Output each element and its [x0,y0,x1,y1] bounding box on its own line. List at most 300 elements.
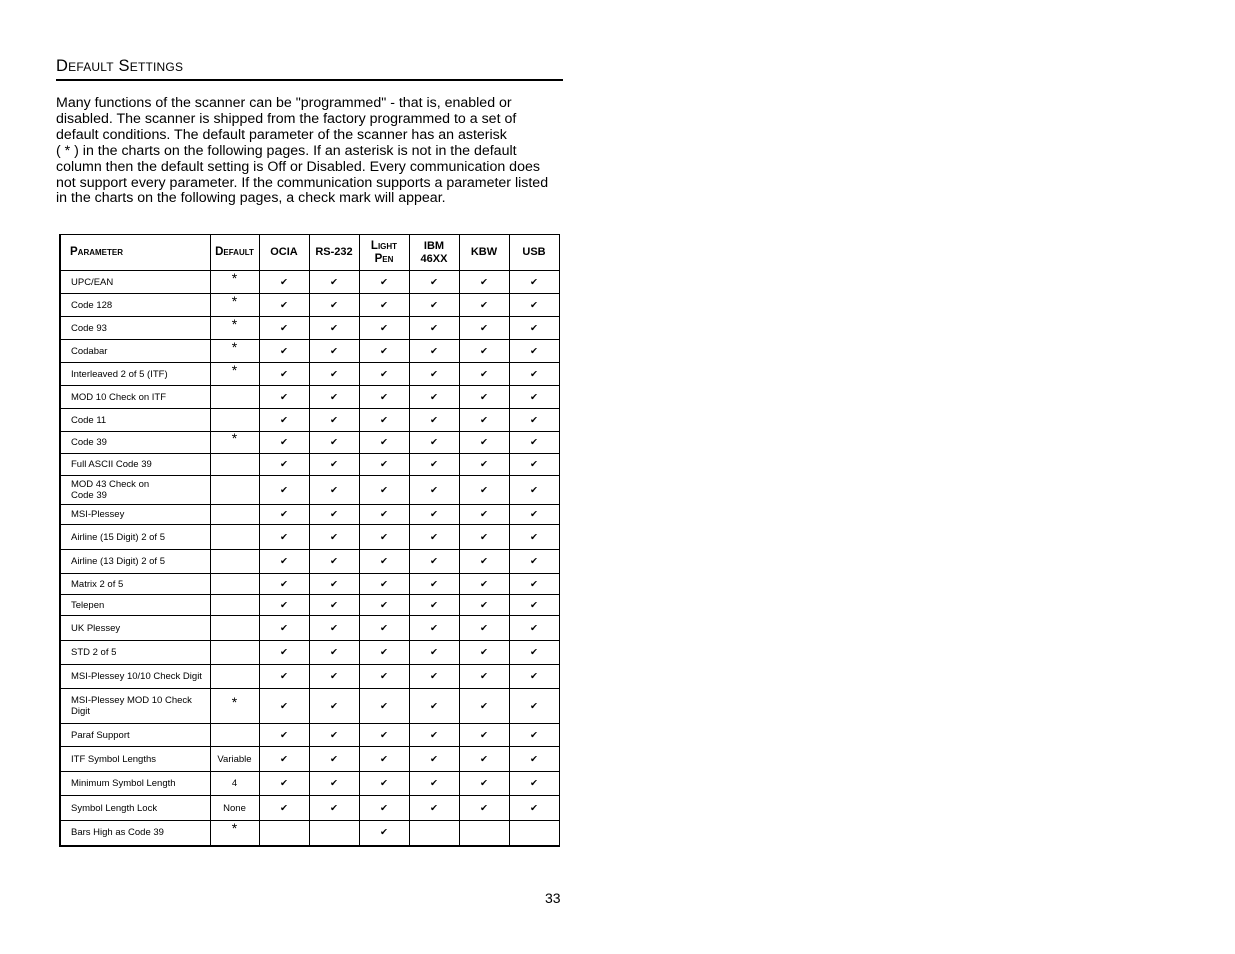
parameter-label: Interleaved 2 of 5 (ITF) [71,368,168,380]
check-mark-icon: ✔ [380,802,388,814]
default-asterisk: * [231,315,238,332]
parameter-label: Code 39 [71,437,107,448]
table-row [60,294,559,317]
support-cell-ibm-46xx [409,772,459,796]
support-cell-kbw [459,595,509,616]
support-cell-rs232 [309,505,359,525]
parameter-label: Airline (13 Digit) 2 of 5 [71,556,165,567]
check-mark-icon: ✔ [330,391,338,403]
check-mark-icon: ✔ [530,531,538,543]
check-mark-icon: ✔ [280,299,288,311]
parameter-label: STD 2 of 5 [71,647,117,658]
support-cell-kbw [459,454,509,476]
support-cell-ocia [259,363,309,386]
support-cell-rs232 [309,772,359,796]
check-mark-icon: ✔ [530,700,538,712]
support-cell-kbw [459,821,509,846]
parameter-cell [60,409,210,432]
support-cell-usb [509,294,559,317]
check-mark-icon: ✔ [530,437,538,448]
check-mark-icon: ✔ [530,556,538,567]
support-cell-ibm-46xx [409,363,459,386]
default-cell [210,317,259,340]
support-cell-usb [509,317,559,340]
check-mark-icon: ✔ [330,556,338,567]
support-cell-kbw [459,616,509,641]
parameter-label: Bars High as Code 39 [71,827,164,839]
default-cell [210,772,259,796]
check-mark-icon: ✔ [280,622,288,634]
support-cell-light-pen [359,772,409,796]
table-row [60,665,559,689]
support-cell-usb [509,772,559,796]
parameter-cell [60,772,210,796]
support-cell-usb [509,641,559,665]
check-mark-icon: ✔ [380,322,388,334]
table-row [60,363,559,386]
check-mark-icon: ✔ [380,700,388,712]
support-cell-rs232 [309,821,359,846]
support-cell-light-pen [359,294,409,317]
check-mark-icon: ✔ [530,509,538,520]
table-row [60,772,559,796]
table-row [60,340,559,363]
check-mark-icon: ✔ [430,647,438,658]
support-cell-light-pen [359,363,409,386]
parameter-label: MOD 43 Check on Code 39 [71,479,150,501]
parameter-label: Code 11 [71,414,107,426]
parameter-cell [60,340,210,363]
support-cell-kbw [459,772,509,796]
default-value: Variable [217,753,252,765]
check-mark-icon: ✔ [430,509,438,520]
check-mark-icon: ✔ [380,276,388,288]
support-cell-rs232 [309,665,359,689]
check-mark-icon: ✔ [530,414,538,426]
support-cell-ocia [259,796,309,821]
check-mark-icon: ✔ [280,531,288,543]
header-ibm-line1: IBM [423,239,445,252]
table-row [60,595,559,616]
support-cell-ibm-46xx [409,574,459,595]
check-mark-icon: ✔ [530,322,538,334]
check-mark-icon: ✔ [530,345,538,357]
table-row [60,409,559,432]
check-mark-icon: ✔ [280,391,288,403]
parameter-cell [60,550,210,574]
support-cell-light-pen [359,641,409,665]
support-cell-ibm-46xx [409,271,459,294]
support-cell-usb [509,595,559,616]
support-cell-rs232 [309,409,359,432]
support-cell-usb [509,476,559,505]
default-cell [210,641,259,665]
check-mark-icon: ✔ [330,671,338,682]
support-cell-ibm-46xx [409,525,459,550]
check-mark-icon: ✔ [430,729,438,741]
check-mark-icon: ✔ [430,437,438,448]
support-cell-ibm-46xx [409,665,459,689]
support-cell-ocia [259,409,309,432]
check-mark-icon: ✔ [330,802,338,814]
table-body [60,271,559,846]
check-mark-icon: ✔ [330,700,338,712]
support-cell-light-pen [359,747,409,772]
check-mark-icon: ✔ [380,647,388,658]
check-mark-icon: ✔ [530,647,538,658]
check-mark-icon: ✔ [530,368,538,380]
parameter-label: MSI-Plessey MOD 10 Check Digit [71,695,192,717]
check-mark-icon: ✔ [530,459,538,470]
parameter-label: Codabar [71,345,108,357]
check-mark-icon: ✔ [480,276,488,288]
check-mark-icon: ✔ [330,622,338,634]
support-cell-rs232 [309,616,359,641]
parameter-label: Symbol Length Lock [71,802,158,814]
support-cell-usb [509,340,559,363]
check-mark-icon: ✔ [530,578,538,590]
support-cell-light-pen [359,796,409,821]
support-cell-ibm-46xx [409,724,459,747]
support-cell-kbw [459,317,509,340]
parameter-label: Code 128 [71,299,113,311]
header-rs232: RS-232 [309,235,359,271]
support-cell-rs232 [309,363,359,386]
check-mark-icon: ✔ [330,729,338,741]
check-mark-icon: ✔ [280,322,288,334]
check-mark-icon: ✔ [330,753,338,765]
support-cell-usb [509,525,559,550]
check-mark-icon: ✔ [380,368,388,380]
parameter-label: Telepen [71,599,105,611]
support-cell-rs232 [309,294,359,317]
support-cell-light-pen [359,821,409,846]
check-mark-icon: ✔ [430,391,438,403]
table-row [60,616,559,641]
header-ocia: OCIA [259,235,309,271]
support-cell-ocia [259,454,309,476]
default-asterisk: * [231,430,238,446]
check-mark-icon: ✔ [430,802,438,814]
support-cell-ocia [259,641,309,665]
header-light-pen [359,235,409,271]
support-cell-ibm-46xx [409,796,459,821]
support-cell-kbw [459,409,509,432]
parameter-cell [60,665,210,689]
table-row [60,525,559,550]
check-mark-icon: ✔ [430,556,438,567]
support-cell-kbw [459,747,509,772]
check-mark-icon: ✔ [480,700,488,712]
table-row [60,641,559,665]
support-cell-usb [509,689,559,724]
check-mark-icon: ✔ [480,391,488,403]
parameter-label: Paraf Support [71,729,130,741]
support-cell-light-pen [359,386,409,409]
check-mark-icon: ✔ [430,599,438,611]
table-row [60,271,559,294]
support-cell-ocia [259,747,309,772]
support-cell-rs232 [309,595,359,616]
check-mark-icon: ✔ [430,753,438,765]
header-light-pen-line2: Pen [374,252,394,265]
check-mark-icon: ✔ [330,322,338,334]
check-mark-icon: ✔ [530,622,538,634]
default-asterisk: * [231,292,238,309]
default-cell [210,409,259,432]
check-mark-icon: ✔ [280,276,288,288]
default-cell [210,550,259,574]
support-cell-usb [509,363,559,386]
parameter-cell [60,525,210,550]
support-cell-ocia [259,724,309,747]
table-row [60,476,559,505]
support-cell-usb [509,386,559,409]
support-cell-ibm-46xx [409,294,459,317]
check-mark-icon: ✔ [380,753,388,765]
default-cell [210,747,259,772]
support-cell-ibm-46xx [409,641,459,665]
check-mark-icon: ✔ [280,484,288,496]
check-mark-icon: ✔ [380,778,388,789]
default-cell [210,689,259,724]
table-row [60,505,559,525]
parameter-label: MSI-Plessey [71,509,125,520]
support-cell-ocia [259,665,309,689]
check-mark-icon: ✔ [380,509,388,520]
support-cell-rs232 [309,525,359,550]
support-cell-rs232 [309,747,359,772]
table-row [60,574,559,595]
support-cell-usb [509,796,559,821]
support-cell-usb [509,271,559,294]
check-mark-icon: ✔ [480,556,488,567]
header-kbw: KBW [459,235,509,271]
check-mark-icon: ✔ [530,778,538,789]
header-usb: USB [509,235,559,271]
table-row [60,432,559,454]
check-mark-icon: ✔ [430,276,438,288]
table-row [60,317,559,340]
support-cell-ocia [259,550,309,574]
check-mark-icon: ✔ [330,509,338,520]
parameter-cell [60,386,210,409]
parameter-cell [60,689,210,724]
table-row [60,796,559,821]
support-cell-light-pen [359,432,409,454]
support-cell-ibm-46xx [409,476,459,505]
support-cell-rs232 [309,386,359,409]
check-mark-icon: ✔ [380,729,388,741]
support-cell-light-pen [359,454,409,476]
support-cell-usb [509,574,559,595]
default-cell [210,665,259,689]
parameter-label: UK Plessey [71,622,121,634]
parameter-cell [60,294,210,317]
check-mark-icon: ✔ [430,459,438,470]
check-mark-icon: ✔ [480,578,488,590]
support-cell-light-pen [359,724,409,747]
header-parameter: Parameter [60,235,210,271]
parameter-label: Code 93 [71,322,107,334]
default-value: 4 [231,778,238,789]
check-mark-icon: ✔ [280,556,288,567]
default-cell [210,525,259,550]
check-mark-icon: ✔ [330,437,338,448]
check-mark-icon: ✔ [330,299,338,311]
intro-paragraph: Many functions of the scanner can be "programmed" - that is, enabled or disabled. The scanner is shipped from the factory programmed to a set of default conditions. The default parameter of the scanner has an asterisk ( * ) in the charts on the following pages. If an asterisk is not in the default column then the default setting is Off or Disabled. Every communication does not support every parameter. If the communication supports a parameter listed in the charts on the following pages, a check mark will appear. [56,95,549,207]
support-cell-light-pen [359,317,409,340]
table-row [60,550,559,574]
support-cell-kbw [459,271,509,294]
support-cell-ocia [259,616,309,641]
check-mark-icon: ✔ [330,599,338,611]
default-settings-table [59,234,560,847]
parameter-cell [60,476,210,505]
check-mark-icon: ✔ [430,778,438,789]
check-mark-icon: ✔ [380,671,388,682]
header-light-pen-line1: Light [370,239,398,252]
check-mark-icon: ✔ [430,414,438,426]
check-mark-icon: ✔ [530,276,538,288]
default-value: None [223,802,246,814]
check-mark-icon: ✔ [380,414,388,426]
support-cell-kbw [459,689,509,724]
check-mark-icon: ✔ [530,599,538,611]
check-mark-icon: ✔ [330,578,338,590]
support-cell-ocia [259,340,309,363]
support-cell-kbw [459,294,509,317]
check-mark-icon: ✔ [330,368,338,380]
support-cell-kbw [459,550,509,574]
check-mark-icon: ✔ [330,647,338,658]
support-cell-ibm-46xx [409,505,459,525]
parameter-cell [60,317,210,340]
support-cell-kbw [459,432,509,454]
parameter-label: ITF Symbol Lengths [71,753,157,765]
check-mark-icon: ✔ [380,437,388,448]
default-cell [210,724,259,747]
support-cell-kbw [459,476,509,505]
support-cell-ocia [259,574,309,595]
support-cell-rs232 [309,271,359,294]
support-cell-light-pen [359,409,409,432]
support-cell-usb [509,616,559,641]
support-cell-ibm-46xx [409,454,459,476]
support-cell-kbw [459,525,509,550]
header-ibm-line2: 46XX [420,252,448,265]
check-mark-icon: ✔ [480,671,488,682]
support-cell-rs232 [309,550,359,574]
support-cell-rs232 [309,454,359,476]
check-mark-icon: ✔ [280,802,288,814]
default-cell [210,454,259,476]
support-cell-ocia [259,595,309,616]
check-mark-icon: ✔ [480,509,488,520]
check-mark-icon: ✔ [280,700,288,712]
support-cell-rs232 [309,724,359,747]
support-cell-rs232 [309,317,359,340]
default-cell [210,271,259,294]
check-mark-icon: ✔ [430,299,438,311]
check-mark-icon: ✔ [530,753,538,765]
default-asterisk: * [231,361,238,378]
default-cell [210,363,259,386]
default-cell [210,476,259,505]
check-mark-icon: ✔ [530,802,538,814]
check-mark-icon: ✔ [280,753,288,765]
support-cell-usb [509,454,559,476]
parameter-label: Matrix 2 of 5 [71,578,124,590]
default-cell [210,294,259,317]
check-mark-icon: ✔ [380,459,388,470]
default-cell [210,432,259,454]
parameter-label: MSI-Plessey 10/10 Check Digit [71,671,202,682]
support-cell-ibm-46xx [409,689,459,724]
support-cell-light-pen [359,525,409,550]
support-cell-usb [509,505,559,525]
check-mark-icon: ✔ [330,414,338,426]
default-cell [210,595,259,616]
check-mark-icon: ✔ [430,531,438,543]
table-row [60,689,559,724]
check-mark-icon: ✔ [480,599,488,611]
check-mark-icon: ✔ [430,368,438,380]
check-mark-icon: ✔ [430,322,438,334]
support-cell-ocia [259,432,309,454]
check-mark-icon: ✔ [380,299,388,311]
support-cell-light-pen [359,595,409,616]
check-mark-icon: ✔ [480,345,488,357]
check-mark-icon: ✔ [480,729,488,741]
check-mark-icon: ✔ [330,484,338,496]
default-cell [210,574,259,595]
support-cell-usb [509,747,559,772]
check-mark-icon: ✔ [380,622,388,634]
support-cell-ibm-46xx [409,821,459,846]
check-mark-icon: ✔ [280,578,288,590]
parameter-cell [60,574,210,595]
support-cell-light-pen [359,665,409,689]
check-mark-icon: ✔ [430,700,438,712]
table-row [60,386,559,409]
check-mark-icon: ✔ [480,753,488,765]
parameter-cell [60,796,210,821]
default-asterisk: * [231,693,238,710]
support-cell-kbw [459,505,509,525]
check-mark-icon: ✔ [480,802,488,814]
check-mark-icon: ✔ [430,622,438,634]
check-mark-icon: ✔ [480,414,488,426]
support-cell-ibm-46xx [409,550,459,574]
support-cell-usb [509,432,559,454]
check-mark-icon: ✔ [280,778,288,789]
check-mark-icon: ✔ [330,778,338,789]
check-mark-icon: ✔ [430,345,438,357]
check-mark-icon: ✔ [530,484,538,496]
support-cell-light-pen [359,340,409,363]
parameter-cell [60,821,210,846]
support-cell-rs232 [309,476,359,505]
support-cell-ibm-46xx [409,432,459,454]
support-cell-ocia [259,772,309,796]
check-mark-icon: ✔ [480,622,488,634]
support-cell-kbw [459,363,509,386]
support-cell-rs232 [309,689,359,724]
support-cell-rs232 [309,796,359,821]
check-mark-icon: ✔ [430,671,438,682]
support-cell-kbw [459,796,509,821]
